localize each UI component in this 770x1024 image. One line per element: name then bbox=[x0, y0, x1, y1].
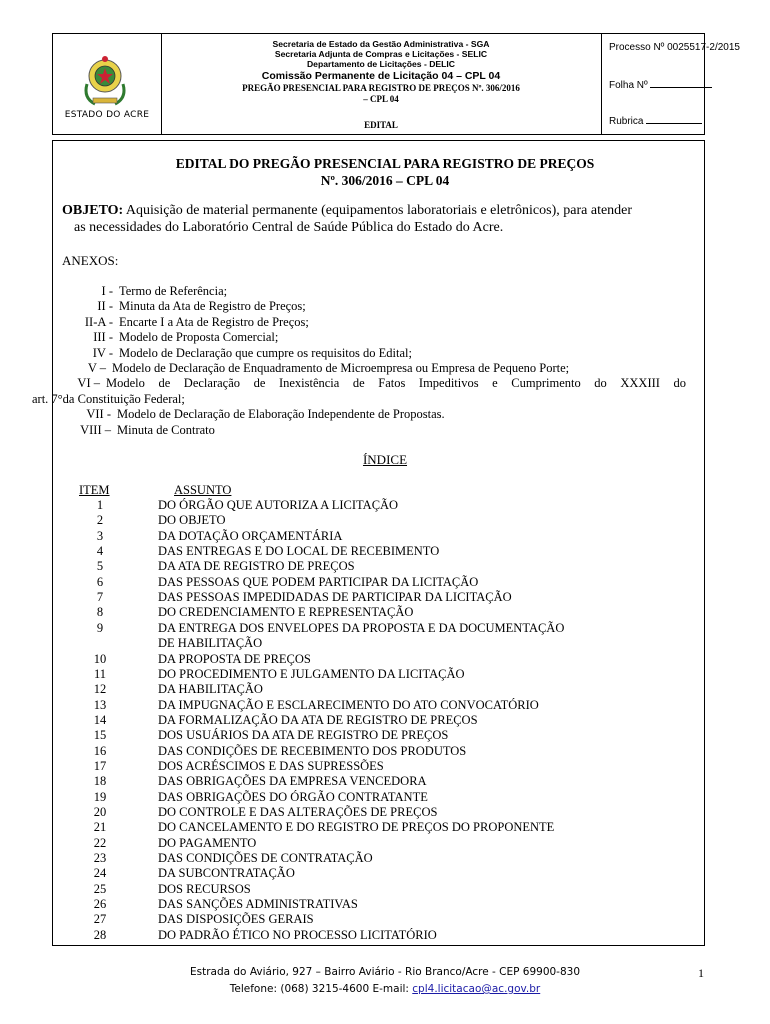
indice-item-subject: DA FORMALIZAÇÃO DA ATA DE REGISTRO DE PREÇOS bbox=[158, 712, 478, 727]
document-title-line2: Nº. 306/2016 – CPL 04 bbox=[320, 173, 450, 188]
indice-item-number: 7 bbox=[96, 590, 104, 605]
anexo-item bbox=[0, 284, 690, 299]
indice-item-subject: DA HABILITAÇÃO bbox=[158, 682, 263, 697]
anexo-item bbox=[0, 423, 690, 438]
indice-item-subject: DAS OBRIGAÇÕES DA EMPRESA VENCEDORA bbox=[158, 774, 427, 789]
anexo-text: Modelo de Declaração de Elaboração Independente de Propostas. bbox=[117, 407, 445, 421]
folha-blank bbox=[650, 78, 712, 88]
indice-item-subject: DOS USUÁRIOS DA ATA DE REGISTRO DE PREÇOS bbox=[158, 728, 449, 743]
anexo-item bbox=[0, 315, 690, 330]
anexo-text: Modelo de Declaração de Enquadramento de Microempresa ou Empresa de Pequeno Porte; bbox=[112, 361, 570, 375]
indice-item-subject: DO PAGAMENTO bbox=[158, 835, 257, 850]
anexo-text: Minuta de Contrato bbox=[117, 423, 215, 437]
header-line-selic: Secretaria Adjunta de Compras e Licitações - SELIC bbox=[274, 49, 488, 59]
anexo-text: Termo de Referência; bbox=[119, 284, 228, 298]
anexo-number: VII - bbox=[86, 407, 111, 421]
objeto-paragraph bbox=[62, 203, 632, 219]
anexo-item bbox=[0, 346, 690, 361]
objeto-text-1: Aquisição de material permanente (equipamentos laboratoriais e eletrônicos), para atender bbox=[123, 203, 633, 218]
header-line-cpl04: – CPL 04 bbox=[363, 94, 399, 104]
objeto-text-2: as necessidades do Laboratório Central de Saúde Pública do Estado do Acre. bbox=[74, 220, 504, 235]
indice-col-item: ITEM bbox=[79, 483, 110, 497]
indice-item-number: 24 bbox=[93, 866, 107, 881]
anexos-label: ANEXOS: bbox=[62, 253, 119, 268]
indice-item-number: 13 bbox=[93, 697, 107, 712]
indice-item-number: 27 bbox=[93, 912, 107, 927]
anexo-text: Encarte I a Ata de Registro de Preços; bbox=[119, 315, 309, 329]
indice-item-subject: DAS SANÇÕES ADMINISTRATIVAS bbox=[158, 897, 358, 912]
page-number: 1 bbox=[698, 966, 704, 980]
indice-item-subject: DOS RECURSOS bbox=[158, 881, 251, 896]
indice-item-number: 5 bbox=[96, 559, 104, 574]
anexo-text: Modelo de Declaração que cumpre os requisitos do Edital; bbox=[119, 346, 412, 360]
state-coat-of-arms-icon bbox=[81, 54, 129, 108]
anexo-number: V – bbox=[87, 361, 106, 375]
folha-field bbox=[609, 78, 712, 91]
indice-item-number: 20 bbox=[93, 805, 107, 819]
indice-item-subject: DO PADRÃO ÉTICO NO PROCESSO LICITATÓRIO bbox=[158, 927, 437, 942]
rubrica-blank bbox=[646, 114, 702, 124]
indice-item-subject: DOS ACRÉSCIMOS E DAS SUPRESSÕES bbox=[158, 758, 384, 773]
indice-item-number: 28 bbox=[93, 927, 107, 942]
header-title-cell bbox=[161, 34, 602, 134]
anexo-number: IV - bbox=[92, 346, 113, 360]
indice-item-number: 11 bbox=[93, 666, 107, 681]
footer-address: Estrada do Aviário, 927 – Bairro Aviário - Rio Branco/Acre - CEP 69900-830 bbox=[189, 966, 581, 978]
indice-item-subject: DA ENTREGA DOS ENVELOPES DA PROPOSTA E DA DOCUMENTAÇÃO bbox=[158, 620, 565, 635]
indice-item-subject: DA SUBCONTRATAÇÃO bbox=[158, 866, 295, 881]
header-logo-cell bbox=[53, 34, 162, 134]
indice-item-number: 15 bbox=[93, 728, 107, 743]
indice-item-number: 8 bbox=[96, 605, 104, 620]
indice-item-subject: DAS CONDIÇÕES DE CONTRATAÇÃO bbox=[158, 851, 373, 866]
indice-item-number: 2 bbox=[96, 513, 104, 528]
indice-item-subject: DAS PESSOAS QUE PODEM PARTICIPAR DA LICITAÇÃO bbox=[158, 574, 479, 589]
indice-item-number: 19 bbox=[93, 789, 107, 804]
indice-item-subject: DO CANCELAMENTO E DO REGISTRO DE PREÇOS DO PROPONENTE bbox=[158, 820, 555, 835]
footer-email-link[interactable]: cpl4.licitacao@ac.gov.br bbox=[412, 983, 541, 995]
indice-item-number: 10 bbox=[93, 651, 107, 666]
indice-item-number: 17 bbox=[93, 758, 107, 773]
header-line-edital: EDITAL bbox=[364, 120, 398, 130]
indice-item-number: 21 bbox=[93, 820, 107, 835]
indice-item-subject: DAS PESSOAS IMPEDIDADAS DE PARTICIPAR DA LICITAÇÃO bbox=[158, 590, 512, 605]
anexo-text: Modelo de Declaração de Inexistência de Fatos Impeditivos e Cumprimento do XXXIII do bbox=[106, 376, 686, 390]
indice-item-subject: DE HABILITAÇÃO bbox=[158, 636, 263, 651]
anexo-number: II - bbox=[97, 299, 113, 313]
indice-item-number: 9 bbox=[96, 620, 104, 635]
anexo-text: Minuta da Ata de Registro de Preços; bbox=[119, 299, 306, 313]
indice-item-number: 25 bbox=[93, 881, 107, 896]
anexo-number: VI – bbox=[77, 376, 100, 390]
indice-item-subject: DO PROCEDIMENTO E JULGAMENTO DA LICITAÇÃO bbox=[158, 666, 465, 681]
indice-item-subject: DAS DISPOSIÇÕES GERAIS bbox=[158, 912, 314, 927]
indice-item-number: 26 bbox=[93, 897, 107, 912]
estado-label: ESTADO DO ACRE bbox=[64, 110, 150, 120]
anexo-item bbox=[0, 361, 690, 376]
indice-item-subject: DAS OBRIGAÇÕES DO ÓRGÃO CONTRATANTE bbox=[158, 789, 428, 804]
indice-item-subject: DA DOTAÇÃO ORÇAMENTÁRIA bbox=[158, 528, 343, 543]
footer-phone: Telefone: (068) 3215-4600 E-mail: bbox=[229, 983, 413, 995]
indice-item-number: 12 bbox=[93, 682, 107, 697]
document-title-line1: EDITAL DO PREGÃO PRESENCIAL PARA REGISTRO DE PREÇOS bbox=[175, 156, 595, 171]
indice-item-subject: DO CONTROLE E DAS ALTERAÇÕES DE PREÇOS bbox=[158, 805, 438, 819]
indice-item-subject: DA PROPOSTA DE PREÇOS bbox=[158, 651, 311, 666]
anexo-item bbox=[0, 376, 690, 391]
anexo-text: Modelo de Proposta Comercial; bbox=[119, 330, 279, 344]
indice-item-subject: DO CREDENCIAMENTO E REPRESENTAÇÃO bbox=[158, 605, 414, 620]
indice-item-subject: DAS ENTREGAS E DO LOCAL DE RECEBIMENTO bbox=[158, 544, 440, 559]
header-process-cell bbox=[601, 34, 740, 134]
anexo-number: III - bbox=[93, 330, 113, 344]
indice-item-number: 3 bbox=[96, 528, 104, 543]
indice-item-number: 4 bbox=[96, 544, 104, 559]
anexo-item bbox=[0, 407, 690, 422]
header-line-cpl: Comissão Permanente de Licitação 04 – CPL 04 bbox=[261, 70, 501, 82]
anexo-item bbox=[32, 392, 185, 407]
objeto-label: OBJETO: bbox=[62, 203, 124, 218]
anexo-number: II-A - bbox=[84, 315, 113, 329]
rubrica-label: Rubrica bbox=[609, 116, 644, 127]
footer-contact bbox=[0, 983, 770, 995]
rubrica-field bbox=[609, 114, 702, 127]
anexo-number: VIII – bbox=[80, 423, 111, 437]
header-line-pregao: PREGÃO PRESENCIAL PARA REGISTRO DE PREÇOS Nº. 306/2016 bbox=[242, 83, 520, 93]
anexo-text: art. 7°da Constituição Federal; bbox=[32, 392, 185, 406]
indice-col-assunto: ASSUNTO bbox=[174, 483, 232, 497]
indice-item-number: 6 bbox=[96, 574, 104, 589]
indice-heading: ÍNDICE bbox=[362, 452, 408, 467]
anexo-item bbox=[0, 299, 690, 314]
indice-item-subject: DAS CONDIÇÕES DE RECEBIMENTO DOS PRODUTOS bbox=[158, 743, 467, 758]
document-header bbox=[52, 33, 740, 135]
processo-number: Processo Nº 0025517-2/2015 bbox=[609, 42, 740, 53]
indice-item-number: 22 bbox=[93, 835, 107, 850]
indice-item-subject: DA IMPUGNAÇÃO E ESCLARECIMENTO DO ATO CONVOCATÓRIO bbox=[158, 697, 539, 712]
folha-label: Folha Nº bbox=[609, 80, 648, 91]
indice-item-number: 23 bbox=[93, 851, 107, 866]
indice-item-subject: DA ATA DE REGISTRO DE PREÇOS bbox=[158, 559, 355, 574]
header-line-sga: Secretaria de Estado da Gestão Administrativa - SGA bbox=[272, 39, 490, 49]
anexo-item bbox=[0, 330, 690, 345]
indice-item-number: 14 bbox=[93, 712, 107, 727]
anexo-number: I - bbox=[101, 284, 113, 298]
indice-item-number: 16 bbox=[93, 743, 107, 758]
header-line-delic: Departamento de Licitações - DELIC bbox=[306, 59, 456, 69]
indice-item-subject: DO ÓRGÃO QUE AUTORIZA A LICITAÇÃO bbox=[158, 498, 399, 512]
indice-item-number: 1 bbox=[96, 498, 104, 512]
indice-item-number: 18 bbox=[93, 774, 107, 789]
indice-item-subject: DO OBJETO bbox=[158, 513, 226, 528]
